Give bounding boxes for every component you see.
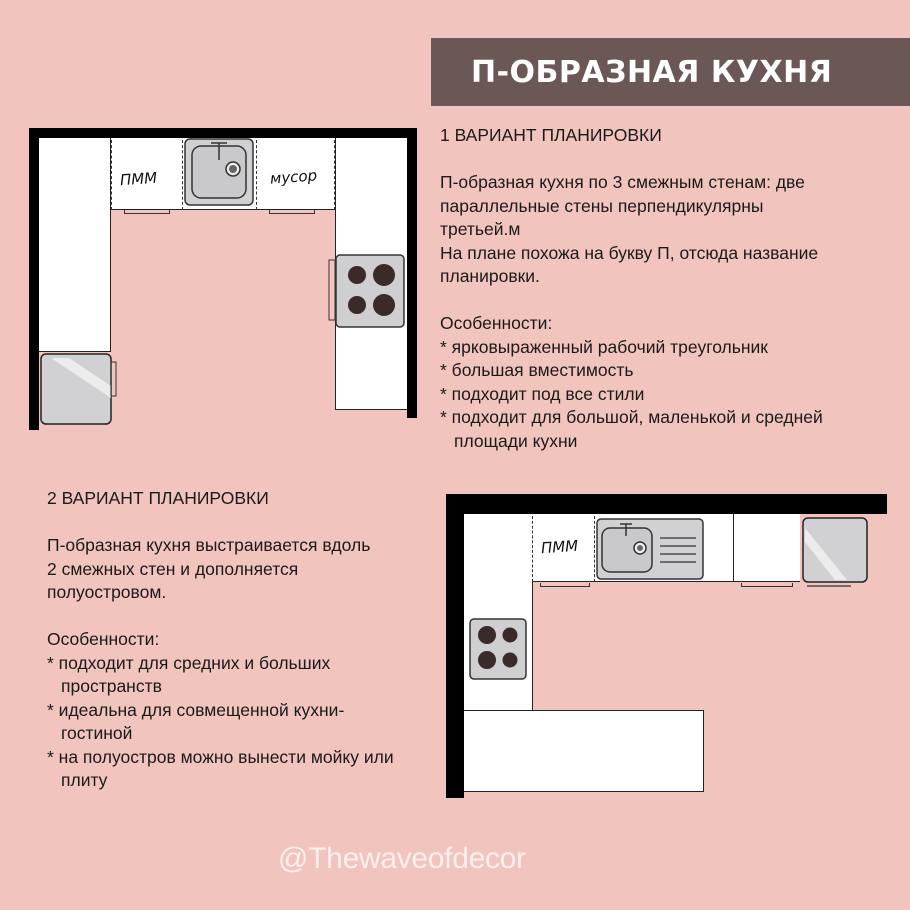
variant1-desc-line: П-образная кухня по 3 смежным стенам: две <box>440 172 805 192</box>
trash-label: мусор <box>269 166 318 188</box>
variant1-desc-line: планировки. <box>440 266 540 286</box>
variant1-heading: 1 ВАРИАНТ ПЛАНИРОВКИ <box>440 125 662 145</box>
variant1-desc-line: На плане похожа на букву П, отсюда название <box>440 242 819 263</box>
variant2-feature: * на полуостров можно вынести мойку или плиту <box>47 746 394 790</box>
variant2-desc-line: полуостровом. <box>47 582 167 602</box>
variant2-features-title: Особенности: <box>47 629 160 649</box>
peninsula <box>464 710 704 792</box>
cabinet-divider <box>594 516 595 582</box>
variant1-feature: * подходит для большой, маленькой и средней площади кухни <box>440 407 823 451</box>
variant1-desc-line: параллельные стены перпендикулярны <box>440 195 764 216</box>
door-handle <box>540 583 590 587</box>
page-title: П-ОБРАЗНАЯ КУХНЯ <box>471 54 833 90</box>
variant1-desc-line: третьей.м <box>440 219 521 239</box>
cabinet-divider <box>733 514 734 582</box>
variant2-feature: * идеальна для совмещенной кухни-гостиной <box>47 699 345 743</box>
variant2-heading: 2 ВАРИАНТ ПЛАНИРОВКИ <box>47 488 269 508</box>
wall-left <box>446 494 464 798</box>
variant2-desc-line: П-образная кухня выстраивается вдоль <box>47 535 371 555</box>
dishwasher-label: ПММ <box>540 536 579 558</box>
counter-edge <box>532 582 533 710</box>
stove-icon <box>469 618 529 682</box>
sink-with-drainboard-icon <box>596 518 704 580</box>
variant2-feature: * подходит для средних и больших пространств <box>47 652 331 696</box>
variant1-feature: * подходит под все стили <box>440 383 645 404</box>
fridge-icon <box>801 516 871 588</box>
wall-top <box>446 494 887 514</box>
watermark: @Thewaveofdecor <box>278 842 526 875</box>
door-handle <box>741 583 793 587</box>
variant1-features-title: Особенности: <box>440 313 553 333</box>
cabinet-divider <box>532 516 533 582</box>
variant2-desc-line: 2 смежных стен и дополняется <box>47 558 299 579</box>
dishwasher-label: ПММ <box>119 168 158 190</box>
variant1-feature: * ярковыраженный рабочий треугольник <box>440 336 768 357</box>
variant1-feature: * большая вместимость <box>440 360 634 380</box>
